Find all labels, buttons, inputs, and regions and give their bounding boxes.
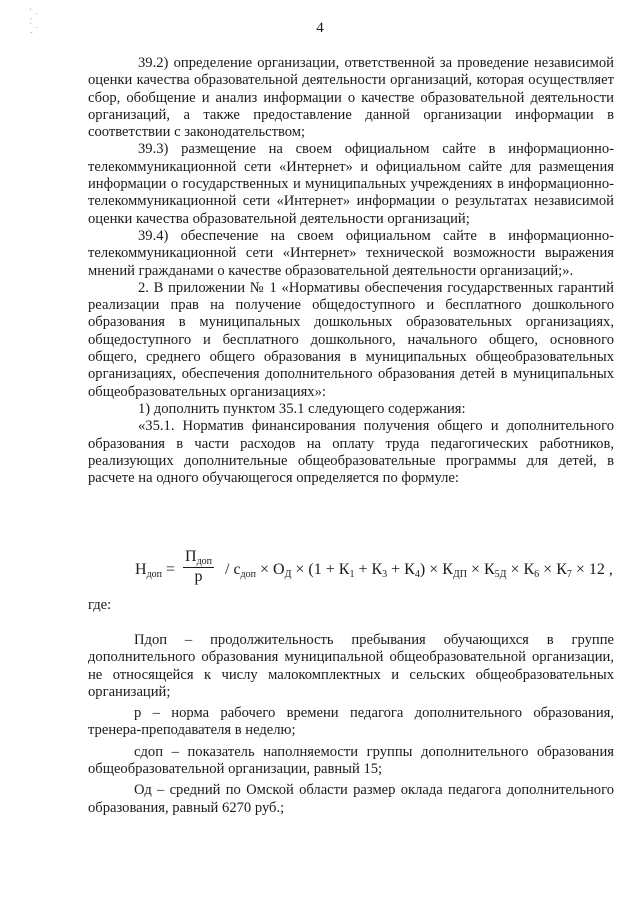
- formula-term: + К: [354, 561, 383, 578]
- definition-pdop: Пдоп – продолжительность пребывания обучающихся в группе дополнительного образования муниципальной общеобразовательной организации, не относящейся к числу малокомплектных и сельских общеобразовательных организаций;: [88, 632, 614, 700]
- formula-expression: [225, 561, 613, 580]
- formula-term: × 12 ,: [571, 561, 613, 578]
- formula-term: × (1 + К: [291, 561, 350, 578]
- formula-subscript: 4: [414, 569, 420, 580]
- formula-subscript: 6: [534, 569, 540, 580]
- paragraph-add-35-1: 1) дополнить пунктом 35.1 следующего содержания:: [138, 400, 466, 417]
- formula-numerator: $П_{доп}$: [185, 548, 213, 567]
- paragraph-39-2: 39.2) определение организации, ответственной за проведение независимой оценки качества образовательной деятельности организаций, которая осуществляет сбор, обобщение и анализ информации о качестве образовательной деятельности организаций, а также предоставление данной организации информации в соответствии с законодательством;: [88, 55, 614, 141]
- page-number: 4: [316, 20, 324, 36]
- definition-od: Од – средний по Омской области размер оклада педагога дополнительного образования, равный 6270 руб.;: [88, 782, 614, 816]
- scan-marks: ' . - ' . -: [30, 7, 39, 37]
- definition-r: р – норма рабочего времени педагога дополнительного образования, тренера-преподавателя в неделю;: [88, 705, 614, 739]
- paragraph-39-3: 39.3) размещение на своем официальном сайте в информационно-телекоммуникационной сети «Интернет» и официальном сайте для размещения информации о государственных и муниципальных учреждениях в информационно-телекоммуникационной сети «Интернет» информации о результатах независимой оценки качества образовательной деятельности организаций;: [88, 141, 614, 227]
- formula-term: + К: [387, 561, 415, 578]
- formula-term: × К: [539, 561, 567, 578]
- formula-subscript: Д: [284, 569, 292, 580]
- formula-term: / с: [225, 561, 241, 578]
- definition-sdop: сдоп – показатель наполняемости группы дополнительного образования общеобразовательной организации, равный 15;: [88, 743, 614, 778]
- formula-subscript: ДП: [452, 569, 467, 580]
- formula-lhs: $Н_{доп}$ =: [135, 561, 176, 580]
- formula-term: × О: [256, 561, 285, 578]
- formula-subscript: 7: [566, 569, 572, 580]
- formula-term: ) × К: [419, 561, 453, 578]
- formula-subscript: доп: [240, 569, 256, 580]
- paragraph-39-4: 39.4) обеспечение на своем официальном сайте в информационно-телекоммуникационной сети «Интернет» технической возможности выражения мнений гражданами о качестве образовательной деятельности организаций;».: [88, 227, 614, 279]
- paragraph-35-1: «35.1. Норматив финансирования получения общего и дополнительного образования в части расходов на оплату труда педагогических работников, реализующих дополнительные общеобразовательные программы для детей, в расчете на одного обучающегося определяется по формуле:: [88, 418, 614, 487]
- formula-fraction: [183, 548, 214, 586]
- formula-subscript: 5Д: [494, 569, 507, 580]
- definitions: [88, 632, 614, 817]
- formula-subscript: 3: [382, 569, 388, 580]
- formula-term: × К: [506, 561, 535, 578]
- formula-denominator: р: [194, 568, 203, 585]
- paragraph-appendix-1: 2. В приложении № 1 «Нормативы обеспечения государственных гарантий реализации прав на получение общедоступного и бесплатного дошкольного образования в муниципальных дошкольных образовательных организациях, общедоступного и бесплатного дошкольного, начального общего, основного общего, среднего общего образования в муниципальных общеобразовательных организациях, обеспечения дополнительного образования детей в муниципальных общеобразовательных организациях»:: [88, 279, 614, 400]
- formula-subscript: 1: [349, 569, 355, 580]
- formula: [135, 548, 615, 598]
- where-label: где:: [88, 597, 112, 613]
- main-text: [88, 55, 614, 487]
- formula-term: × К: [466, 561, 495, 578]
